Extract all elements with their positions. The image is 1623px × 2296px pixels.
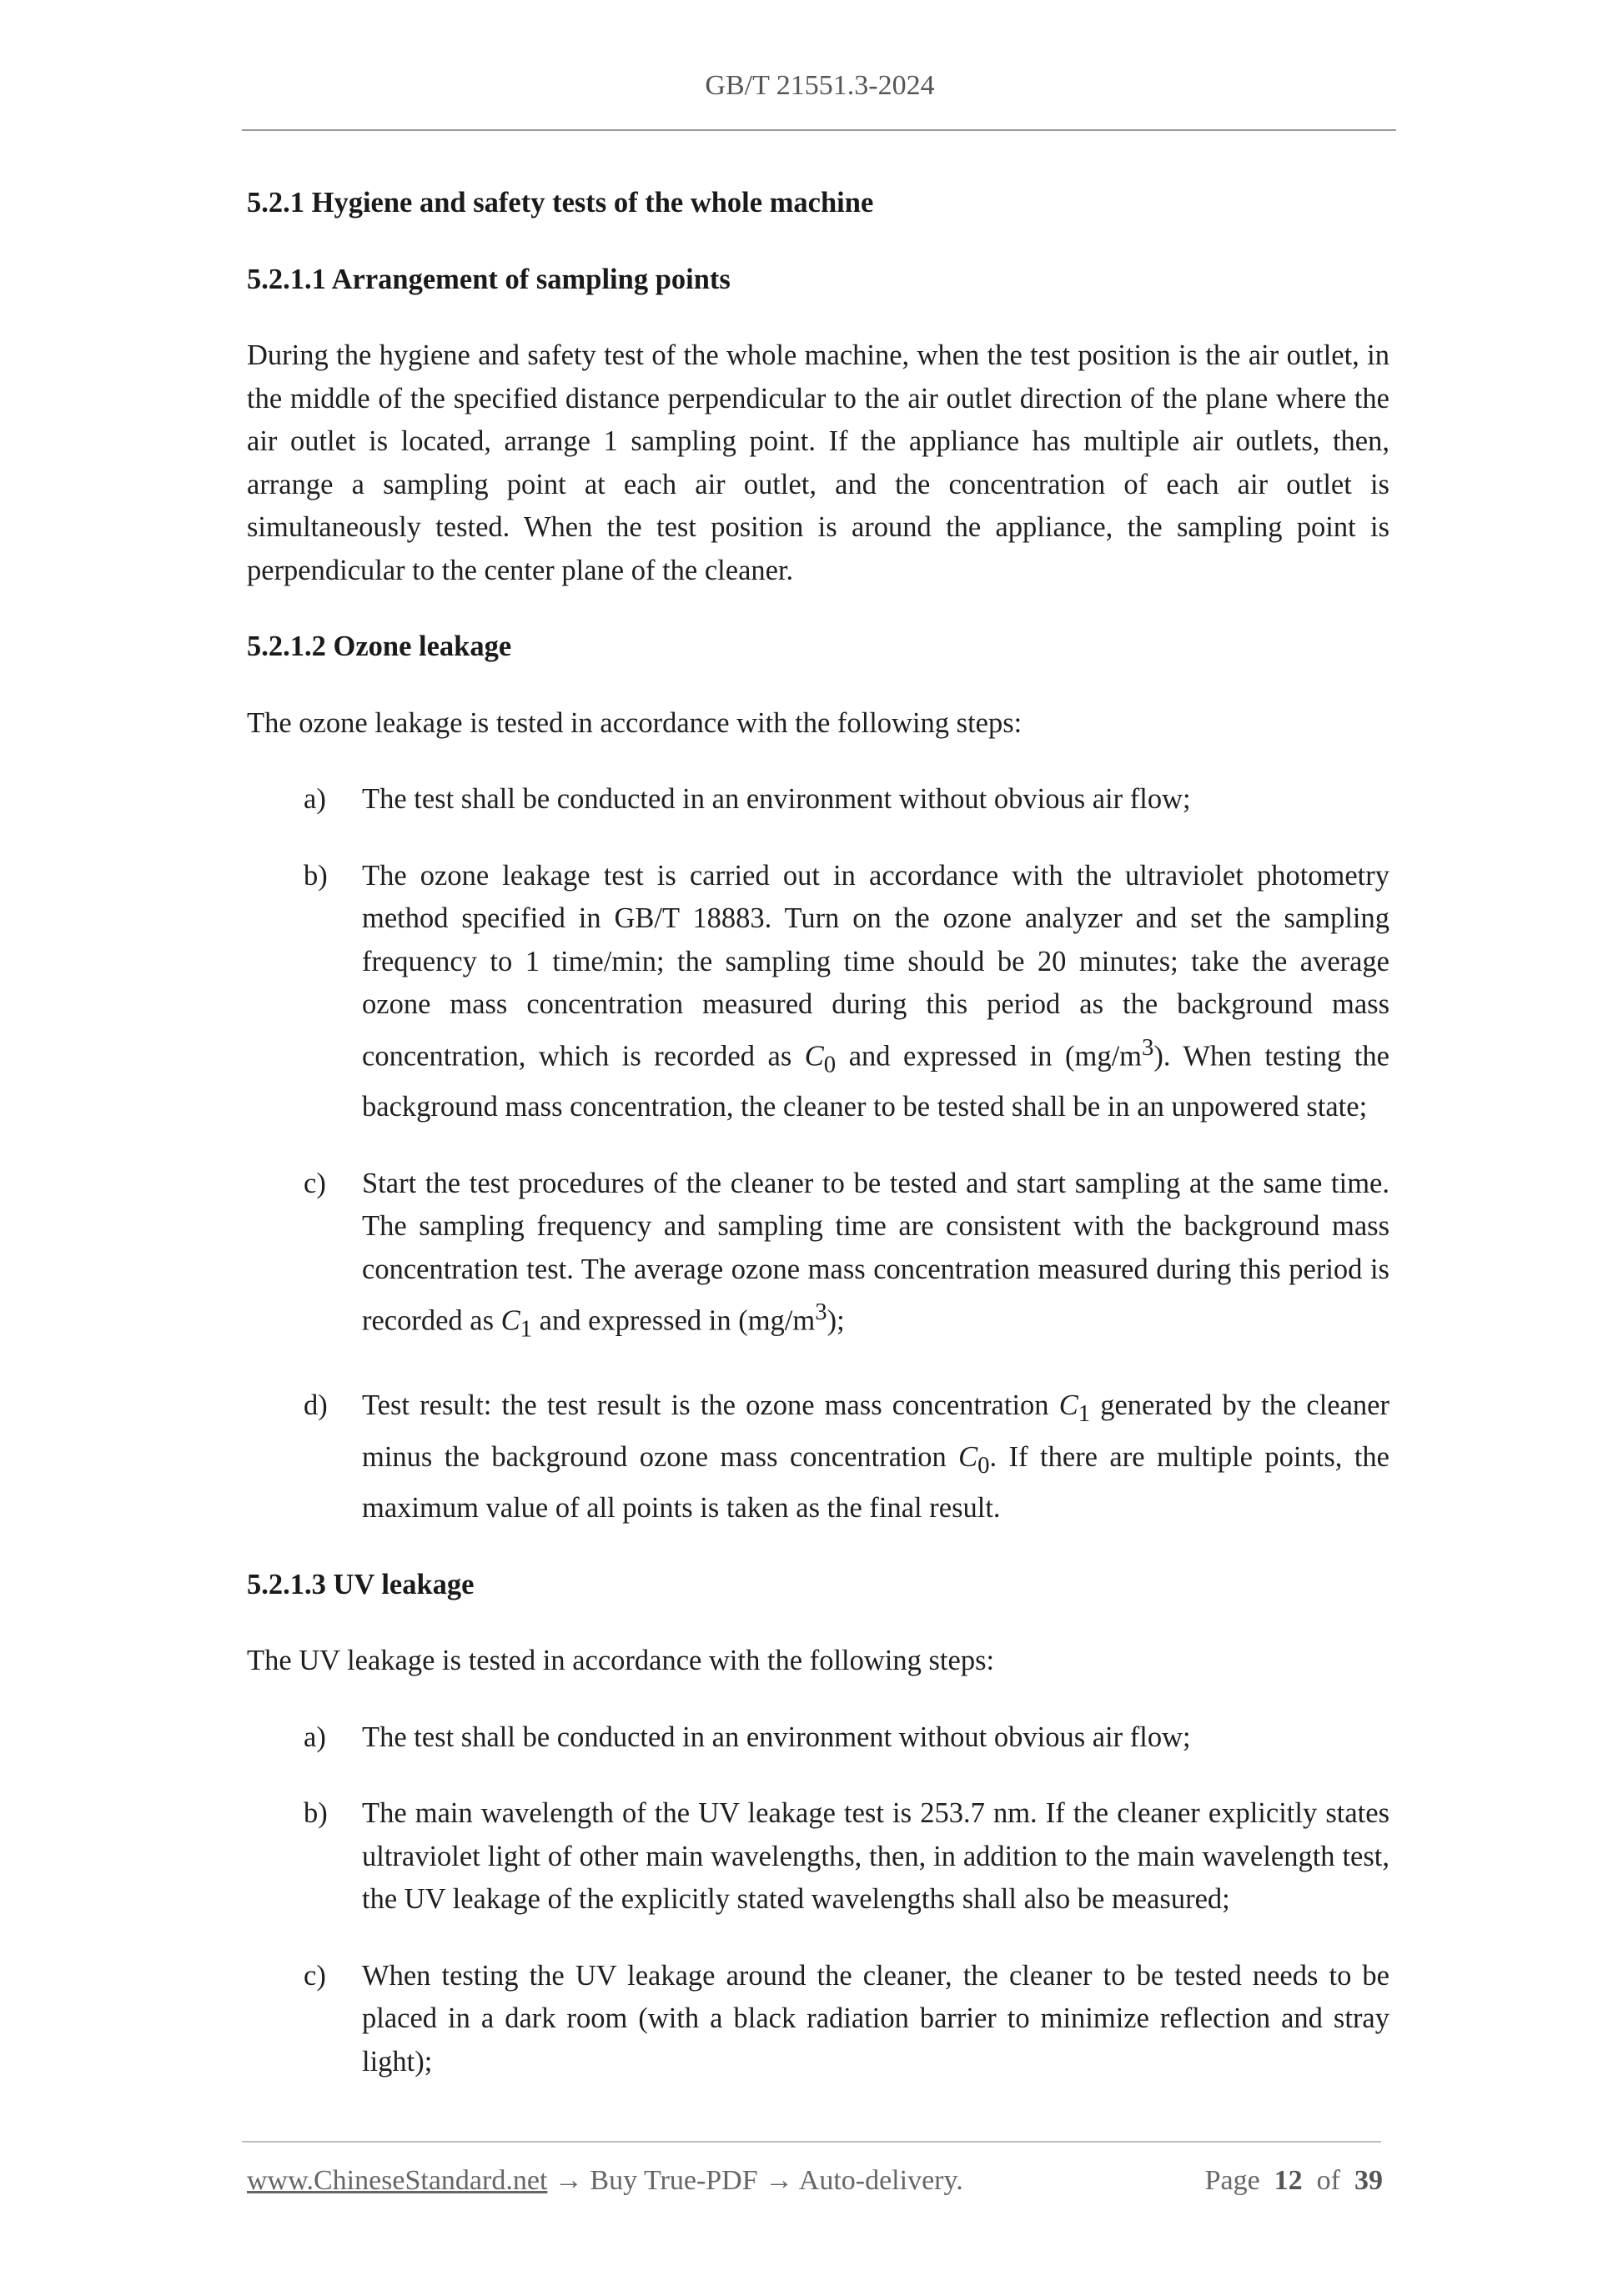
- section-title-5-2-1: 5.2.1 Hygiene and safety tests of the whole machine: [247, 187, 874, 219]
- list-marker: a): [304, 783, 326, 815]
- footer-links: [247, 2165, 963, 2197]
- list-item-text: Test result: the test result is the ozone mass concentration $C_1$ generated by the cleaner minus the background ozone mass concentration $C_0$. If there are multiple points, the maximum value of all points is taken as the final result.: [362, 1389, 1389, 1525]
- list-item-text: Start the test procedures of the cleaner to be tested and start sampling at the same time. The sampling frequency and sampling time are consistent with the background mass concentration test. The average ozone mass concentration measured during this period is recorded as $C_1$ and expressed in $(mg/m^3)$;: [362, 1167, 1389, 1343]
- paragraph-sampling-points: During the hygiene and safety test of the whole machine, when the test position is the air outlet, in the middle of the specified distance perpendicular to the air outlet direction of the plane where the air outlet is located, arrange 1 sampling point. If the appliance has multiple air outlets, then, arrange a sampling point at each air outlet, and the concentration of each air outlet is simultaneously tested. When the test position is around the appliance, the sampling point is perpendicular to the center plane of the cleaner.: [247, 339, 1389, 586]
- page-body: [247, 182, 1389, 2083]
- list-item: [247, 778, 1389, 821]
- list-item-text: The main wavelength of the UV leakage test is 253.7 nm. If the cleaner explicitly states ultraviolet light of other main wavelengths, then, in addition to the main wavelength test, the UV leakage of the explicitly stated wavelengths shall also be measured;: [362, 1797, 1389, 1916]
- document-id-header: GB/T 21551.3-2024: [705, 70, 935, 101]
- list-item-text: The ozone leakage test is carried out in accordance with the ultraviolet photometry method specified in GB/T 18883. Turn on the ozone analyzer and set the sampling frequency to 1 time/min; the sampling time should be 20 minutes; take the average ozone mass concentration measured during this period as the background mass concentration, which is recorded as $C_0$ and expressed in $(mg/m^3)$. When testing the background mass concentration, the cleaner to be tested shall be in an unpowered state;: [362, 859, 1389, 1123]
- arrow-icon: →: [765, 2165, 794, 2196]
- section-title-5-2-1-3: 5.2.1.3 UV leakage: [247, 1568, 475, 1600]
- list-item: [247, 855, 1389, 1129]
- header-divider: [242, 129, 1396, 131]
- list-marker: a): [304, 1721, 326, 1753]
- symbol-c: C: [804, 1040, 824, 1072]
- auto-delivery-text: Auto-delivery.: [798, 2165, 963, 2196]
- list-marker: c): [304, 1167, 326, 1199]
- uv-intro: The UV leakage is tested in accordance with the following steps:: [247, 1645, 995, 1677]
- total-pages: 39: [1354, 2165, 1383, 2196]
- page-footer: [247, 2165, 1383, 2197]
- list-marker: c): [304, 1959, 326, 1992]
- section-title-5-2-1-1: 5.2.1.1 Arrangement of sampling points: [247, 263, 731, 295]
- symbol-c: C: [958, 1440, 978, 1473]
- uv-steps-list: [247, 1716, 1389, 2084]
- list-item: [247, 1384, 1389, 1530]
- list-item: [247, 1163, 1389, 1351]
- symbol-c: C: [500, 1304, 520, 1337]
- list-item-text: When testing the UV leakage around the cleaner, the cleaner to be tested needs to be placed in a dark room (with a black radiation barrier to minimize reflection and stray light);: [362, 1959, 1389, 2077]
- list-marker: b): [304, 1797, 328, 1830]
- list-marker: d): [304, 1389, 328, 1422]
- site-link[interactable]: www.ChineseStandard.net: [247, 2165, 548, 2196]
- section-title-5-2-1-2: 5.2.1.2 Ozone leakage: [247, 631, 512, 662]
- page-counter: Page 12 of 39: [1204, 2165, 1383, 2196]
- list-item-text: The test shall be conducted in an environment without obvious air flow;: [362, 1721, 1191, 1753]
- symbol-c: C: [1058, 1389, 1078, 1422]
- list-item-text: The test shall be conducted in an environment without obvious air flow;: [362, 783, 1191, 815]
- list-item: [247, 1716, 1389, 1760]
- footer-divider: [242, 2141, 1381, 2143]
- ozone-steps-list: [247, 778, 1389, 1530]
- ozone-intro: The ozone leakage is tested in accordance with the following steps:: [247, 706, 1023, 739]
- list-marker: b): [304, 859, 328, 892]
- list-item: [247, 1792, 1389, 1922]
- current-page: 12: [1274, 2165, 1303, 2196]
- buy-pdf-text: Buy True-PDF: [590, 2165, 758, 2196]
- arrow-icon: →: [554, 2165, 583, 2196]
- list-item: [247, 1955, 1389, 2084]
